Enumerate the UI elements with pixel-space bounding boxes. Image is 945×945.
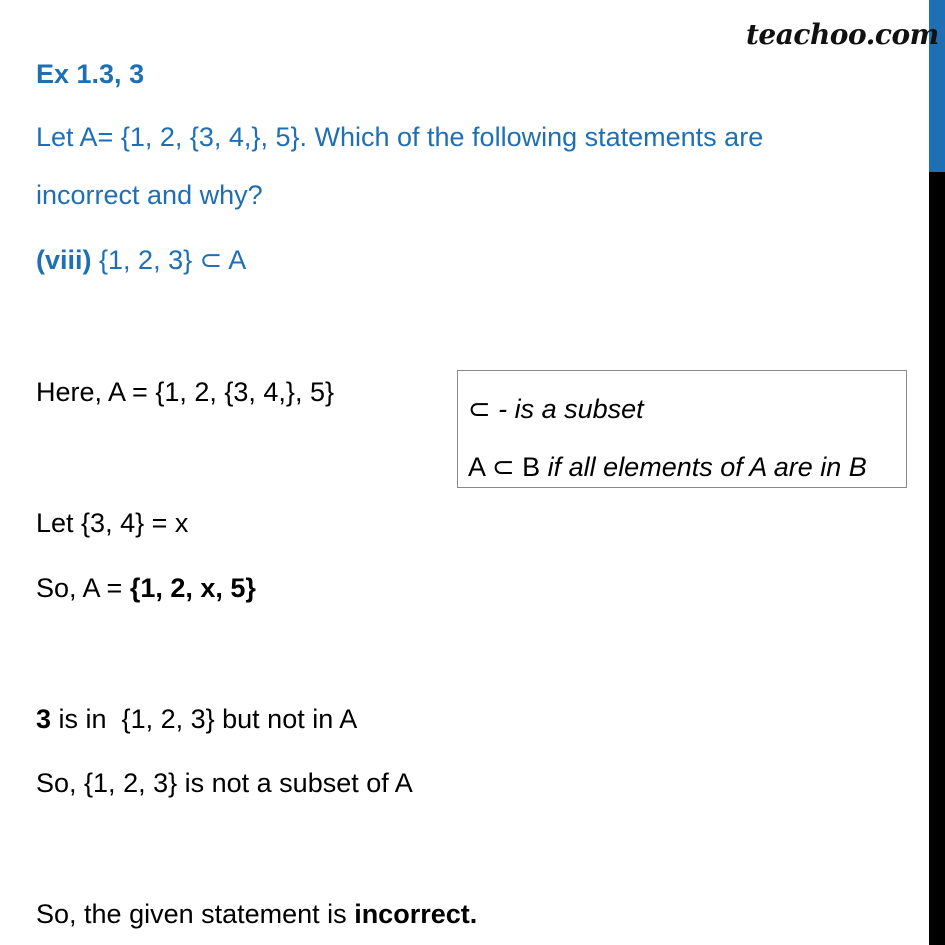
line-not-subset: So, {1, 2, 3} is not a subset of A xyxy=(36,768,413,798)
line-three-bold: 3 xyxy=(36,704,52,734)
brand-logo: teachoo.com xyxy=(746,18,939,51)
exercise-ref: Ex 1.3, 3 xyxy=(36,59,145,89)
subset-definition-box xyxy=(457,370,907,488)
part-label: (viii) xyxy=(36,245,92,275)
conclusion xyxy=(36,898,477,930)
line-three-rest: is in {1, 2, 3} but not in A xyxy=(51,704,358,734)
part-text: {1, 2, 3} ⊂ A xyxy=(91,245,247,275)
line-three xyxy=(36,703,357,735)
line-let: Let {3, 4} = x xyxy=(36,508,189,538)
note-line2 xyxy=(468,451,867,483)
conclusion-bold: incorrect. xyxy=(354,899,478,929)
question-prompt-line2: incorrect and why? xyxy=(36,180,263,210)
note-line2-prefix: A ⊂ B xyxy=(468,452,548,482)
note-line1: ⊂ - is a subset xyxy=(468,394,644,424)
question-prompt-line1: Let A= {1, 2, {3, 4,}, 5}. Which of the following statements are xyxy=(36,122,764,152)
line-so-a xyxy=(36,572,256,604)
conclusion-prefix: So, the given statement is xyxy=(36,899,355,929)
line-so-bold: {1, 2, x, 5} xyxy=(129,573,256,603)
line-here: Here, A = {1, 2, {3, 4,}, 5} xyxy=(36,377,334,407)
note-line2-italic: if all elements of A are in B xyxy=(547,452,867,482)
question-part xyxy=(36,244,246,276)
line-so-prefix: So, A = xyxy=(36,573,130,603)
